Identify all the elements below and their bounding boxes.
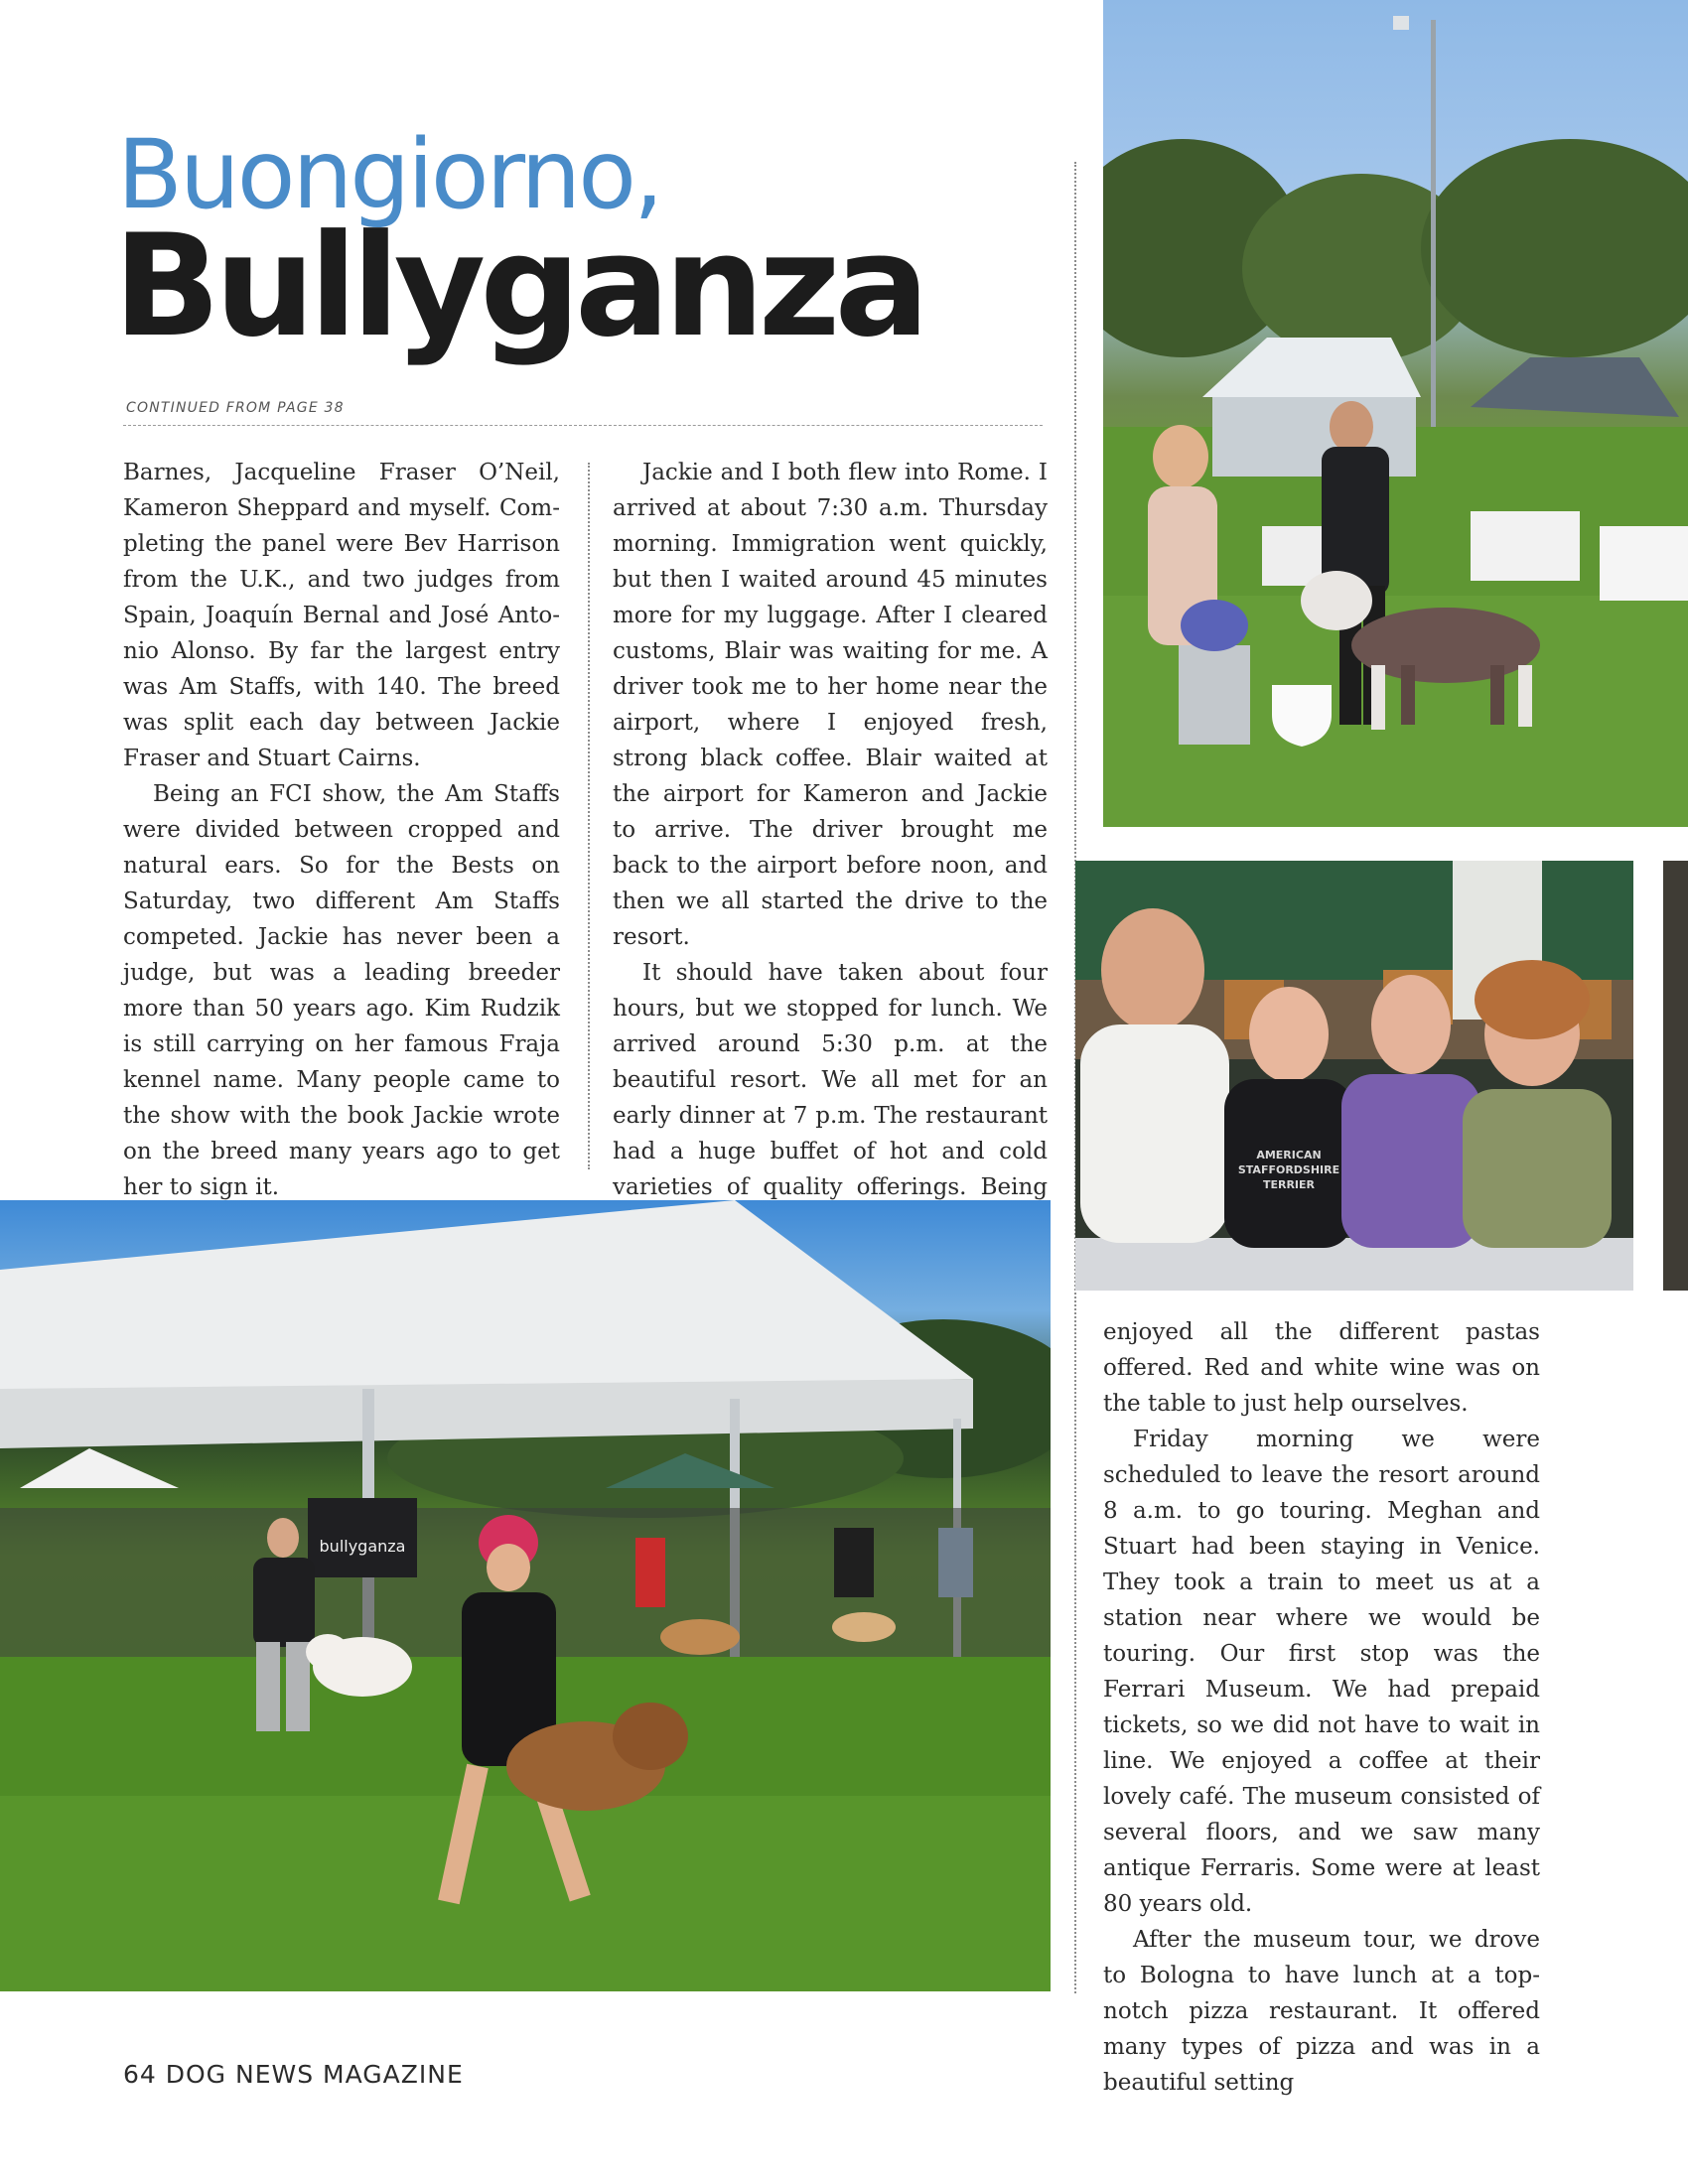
paragraph: Barnes, Jacqueline Fraser O’Neil, Kameron Sheppard and myself. Completing the panel were Bev Harrison from the U.K., and two judges from Spain, Joaquín Bernal and José Antonio Alonso. By far the largest entry was Am Staffs, with 140. The breed was split each day between Jackie Fraser and Stuart Cairns. xyxy=(123,460,560,771)
photo-illustration xyxy=(1103,0,1688,827)
photo-illustration xyxy=(0,1200,1051,1991)
article-column-2 xyxy=(613,455,1048,1241)
shirt-text: TERRIER xyxy=(1262,1178,1316,1191)
photo-show-ring-winner xyxy=(1103,0,1688,827)
shirt-text: AMERICAN xyxy=(1256,1149,1322,1161)
continued-note: CONTINUED FROM PAGE 38 xyxy=(126,400,345,416)
paragraph: Being an FCI show, the Am Staffs were divided between cropped and natural ears. So for the Bests on Saturday, two different Am Staffs competed. Jackie has never been a judge, but was a leading breeder more than 50 years ago. Kim Rudzik is still carrying on her famous Fraja kennel name. Many people came to the show with the book Jackie wrote on the breed many years ago to get her to sign it. xyxy=(123,781,560,1200)
title-divider xyxy=(123,425,1043,426)
photo-dinner-group xyxy=(1075,861,1633,1291)
page-footer: 64 DOG NEWS MAGAZINE xyxy=(123,2060,464,2089)
tent-banner-text: bullyganza xyxy=(319,1537,406,1556)
photo-edge xyxy=(1663,861,1688,1291)
article-column-1 xyxy=(123,455,560,1205)
paragraph: Jackie and I both flew into Rome. I arrived at about 7:30 a.m. Thursday morning. Immigration went quickly, but then I waited around 45 minutes more for my luggage. After I cleared customs, Blair was waiting for me. A driver took me to her home near the airport, where I enjoyed fresh, strong black coffee. Blair waited at the airport for Kameron and Jackie to arrive. The driver brought me back to the airport before noon, and then we all started the drive to the resort. xyxy=(613,460,1048,950)
photo-show-tent-ring xyxy=(0,1200,1051,1991)
paragraph: It should have taken about four hours, but we stopped for lunch. We arrived around 5:30 p.m. at the beautiful resort. We all met for an early dinner at 7 p.m. The restaurant had a huge buffet of hot and cold varieties of quality offerings. Being xyxy=(613,960,1048,1200)
shirt-text: STAFFORDSHIRE xyxy=(1237,1163,1340,1176)
headline-kicker: Buongiorno, xyxy=(117,119,661,230)
headline-title: Bullyganza xyxy=(113,205,924,368)
paragraph: Friday morning we were scheduled to leave the resort around 8 a.m. to go touring. Meghan and Stuart had been staying in Venice. They took a train to meet us at a station near where we would be touring. Our first stop was the Ferrari Museum. We had prepaid tickets, so we did not have to wait in line. We enjoyed a coffee at their lovely café. The museum consisted of several floors, and we saw many antique Ferraris. Some were at least 80 years old. xyxy=(1103,1427,1540,1917)
article-column-3 xyxy=(1103,1314,1540,2101)
paragraph: After the museum tour, we drove to Bologna to have lunch at a top-notch pizza restaurant. It offered many types of pizza and was in a beautiful setting xyxy=(1103,1927,1540,2096)
column-divider xyxy=(588,463,590,1169)
paragraph: enjoyed all the different pastas offered. Red and white wine was on the table to just help ourselves. xyxy=(1103,1319,1540,1417)
photo-illustration xyxy=(1075,861,1633,1291)
